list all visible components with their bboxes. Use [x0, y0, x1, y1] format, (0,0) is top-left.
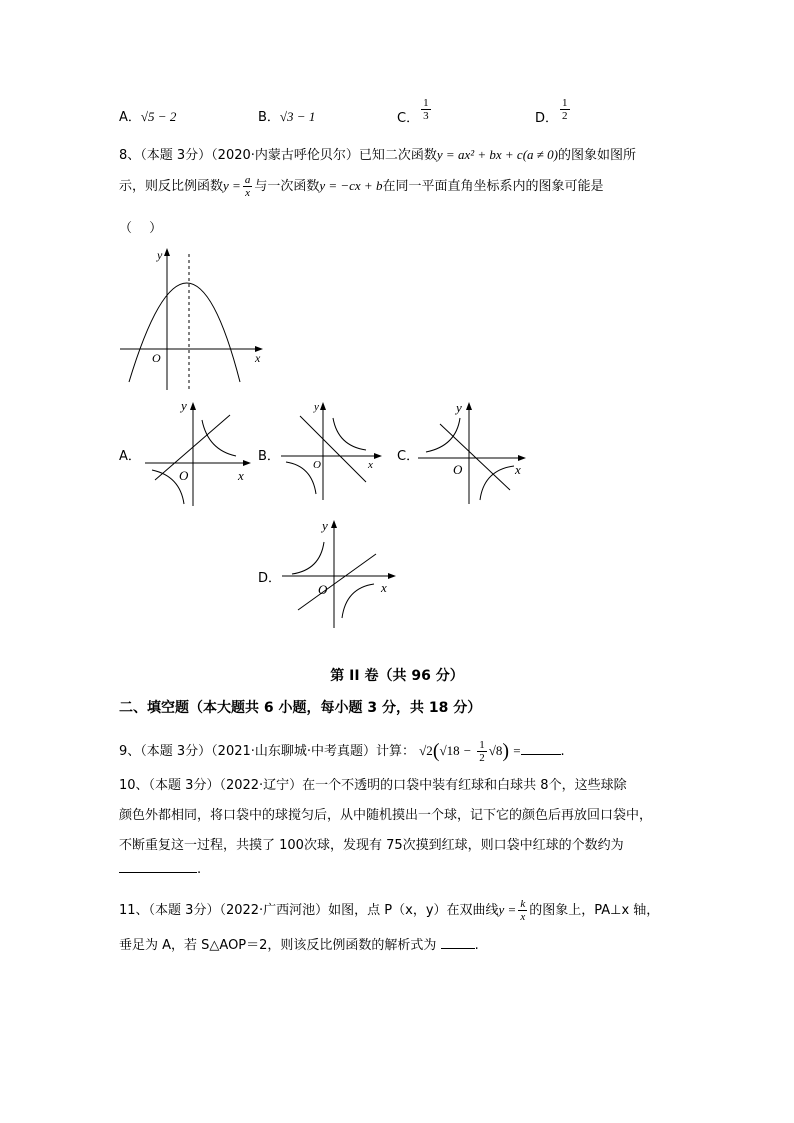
- hyperbola-branch-2: [480, 466, 514, 500]
- q8-option-a-graph: [140, 398, 255, 508]
- q8-text: 示，则反比例函数: [119, 179, 224, 194]
- q8-text: 与一次函数: [254, 179, 320, 194]
- q8-parabola-figure: [115, 244, 275, 392]
- volume-title: 第 II 卷（共 96 分）: [330, 668, 464, 684]
- q11-prefix: 11、（本题 3分）（2022·广西河池）如图，点 P（x，y）在双曲线: [119, 903, 499, 918]
- linear-function-line: [300, 416, 366, 482]
- q8-option-c-graph: [414, 396, 532, 508]
- q9-equals: =: [513, 743, 521, 758]
- q8-linear-eq: y = −cx + b: [319, 178, 383, 193]
- origin-label: O: [179, 468, 189, 483]
- hyperbola-branch-2: [342, 584, 374, 618]
- q9-sqrt2: √2: [419, 743, 433, 758]
- q8-prefix: 8、（本题 3分）（2020·内蒙古呼伦贝尔）已知二次函数: [119, 148, 437, 163]
- q7-option-d: [535, 97, 572, 126]
- hyperbola-branch-2: [286, 462, 316, 494]
- q8-option-d-graph: [278, 514, 400, 632]
- q10-answer-blank[interactable]: [119, 860, 197, 873]
- q8-option-a-label: A．: [119, 449, 141, 464]
- y-axis-arrow: [164, 248, 170, 256]
- option-label: D．: [535, 111, 559, 126]
- x-axis-arrow: [374, 453, 382, 459]
- x-label: x: [238, 468, 244, 483]
- q10-end: .: [197, 862, 202, 877]
- q10-line-4: [119, 860, 201, 877]
- y-label: y: [322, 518, 328, 533]
- y-label: y: [157, 248, 163, 262]
- y-label: y: [314, 401, 319, 413]
- hyperbola-branch-1: [202, 420, 236, 456]
- q11-text: 垂足为 A，若 S△AOP＝2，则该反比例函数的解析式为: [119, 938, 437, 953]
- q9-right-paren: ): [502, 740, 510, 762]
- q9-answer-blank[interactable]: [521, 742, 561, 755]
- y-axis-arrow: [331, 520, 337, 528]
- option-expr: √5 − 2: [140, 109, 177, 124]
- q9-line: [119, 738, 565, 764]
- q7-option-b: [258, 106, 315, 125]
- y-axis-arrow: [320, 402, 326, 410]
- x-label: x: [381, 580, 387, 595]
- q9-end: .: [560, 744, 565, 759]
- x-label: x: [255, 351, 261, 365]
- q7-option-c: [397, 97, 433, 126]
- numerator: 1: [423, 97, 429, 109]
- q7-option-a: [119, 106, 176, 125]
- q11-line-2: [119, 934, 479, 953]
- q9-half-fraction: [477, 739, 487, 764]
- denominator: 2: [479, 752, 485, 764]
- linear-function-line: [298, 554, 376, 610]
- q8-y-eq: y =: [223, 178, 241, 193]
- q11-answer-blank[interactable]: [441, 936, 475, 949]
- hyperbola-branch-1: [292, 542, 324, 574]
- q8-line-1: [119, 144, 636, 163]
- y-axis-arrow: [466, 402, 472, 410]
- origin-label: O: [152, 351, 161, 365]
- q10-line-1: 10、（本题 3分）（2022·辽宁）在一个不透明的口袋中装有红球和白球共 8个，这些球除: [119, 778, 627, 793]
- fraction: [560, 97, 570, 122]
- denominator: 3: [423, 110, 429, 122]
- x-axis-arrow: [243, 460, 251, 466]
- y-label: y: [456, 400, 462, 415]
- origin-label: O: [313, 459, 321, 471]
- q11-fraction: [518, 898, 527, 923]
- y-axis-arrow: [190, 402, 196, 410]
- q9-sqrt18: √18: [439, 743, 460, 758]
- option-label: B．: [258, 110, 280, 125]
- option-label: C．: [397, 111, 420, 126]
- q9-left-paren: (: [432, 740, 440, 762]
- q11-y-eq: y =: [498, 902, 517, 917]
- q11-suffix: 的图象上，PA⊥x 轴，: [529, 903, 660, 918]
- origin-label: O: [453, 462, 463, 477]
- y-label: y: [181, 398, 187, 413]
- numerator: 1: [562, 97, 568, 109]
- numerator: a: [244, 174, 251, 186]
- q8-option-d-label: D．: [258, 571, 282, 586]
- part-title: 二、填空题（本大题共 6 小题，每小题 3 分，共 18 分）: [119, 700, 482, 716]
- q8-quadratic-eq: y = ax² + bx + c(a ≠ 0): [436, 147, 558, 162]
- q8-fraction: [243, 174, 253, 199]
- q8-option-b-label: B．: [258, 449, 280, 464]
- denominator: 2: [562, 110, 568, 122]
- parabola-curve: [129, 283, 240, 382]
- option-expr: √3 − 1: [279, 109, 316, 124]
- q10-line-3: 不断重复这一过程，共摸了 100次球，发现有 75次摸到红球，则口袋中红球的个数约为: [119, 838, 624, 853]
- option-label: A．: [119, 110, 141, 125]
- q11-end: .: [474, 938, 479, 953]
- q8-text: 的图象如图所: [558, 148, 637, 163]
- q8-option-c-label: C．: [397, 449, 420, 464]
- numerator: k: [520, 898, 526, 910]
- numerator: 1: [479, 739, 485, 751]
- q11-line-1: [119, 898, 659, 923]
- x-axis-arrow: [518, 455, 526, 461]
- q10-line-2: 颜色外都相同，将口袋中的球搅匀后，从中随机摸出一个球，记下它的颜色后再放回口袋中，: [119, 808, 653, 823]
- q9-sqrt8: √8: [488, 743, 503, 758]
- denominator: x: [520, 911, 526, 923]
- q8-text: 在同一平面直角坐标系内的图象可能是: [382, 179, 604, 194]
- q9-prefix: 9、（本题 3分）（2021·山东聊城·中考真题）计算：: [119, 744, 416, 759]
- linear-function-line: [440, 424, 510, 490]
- q8-answer-bracket: （ ）: [119, 221, 163, 236]
- q9-minus: −: [463, 743, 472, 758]
- fraction: [421, 97, 431, 122]
- hyperbola-branch-1: [333, 418, 366, 450]
- q8-line-2: [119, 174, 603, 199]
- origin-label: O: [318, 582, 328, 597]
- q8-option-b-graph: [278, 398, 388, 508]
- x-label: x: [368, 459, 373, 471]
- x-axis-arrow: [388, 573, 396, 579]
- hyperbola-branch-1: [426, 418, 460, 452]
- x-label: x: [515, 462, 521, 477]
- denominator: x: [245, 187, 250, 199]
